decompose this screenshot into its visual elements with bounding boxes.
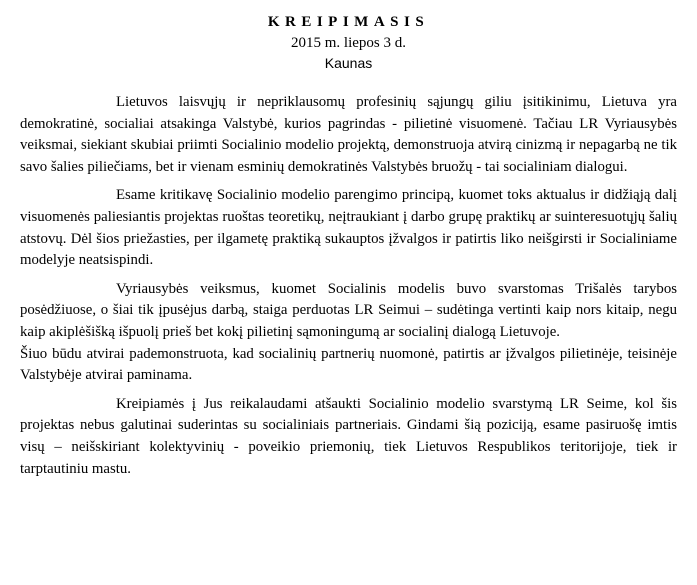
document-city: Kaunas [324, 55, 373, 71]
paragraph: Kreipiamės į Jus reikalaudami atšaukti Socialinio modelio svarstymą LR Seime, kol šis projektas nebus galutinai suderintas su socialiniais partneriais. Gindami šią poziciją, esame pasiruošę imtis visų – neišskiriant kolektyvinių - poveikio priemonių, tiek Lietuvos Respublikos teritorijoje, tiek ir tarptautiniu mastu. [20, 395, 677, 477]
document-title: KREIPIMASIS [267, 14, 430, 30]
paragraph: Šiuo būdu atvirai pademonstruota, kad socialinių partnerių nuomonė, patirtis ar įžvalgos pilietinėje, teisinėje Valstybėje atvirai paminama. [20, 345, 677, 384]
document-header [20, 12, 677, 73]
paragraph: Vyriausybės veiksmus, kuomet Socialinis modelis buvo svarstomas Trišalės tarybos posėdžiuose, o šiai tik įpusėjus darbą, staiga perduotas LR Seimui – sudėtinga vertinti kaip nors kitaip, negu kaip akiplėšišką išpuolį prieš bet kokį pilietinį sąmoningumą ar socialinį dialogą Lietuvoje. [20, 280, 677, 340]
paragraph: Lietuvos laisvųjų ir nepriklausomų profesinių sąjungų giliu įsitikinimu, Lietuva yra demokratinė, socialiai atsakinga Valstybė, kurios pagrindas - pilietinė visuomenė. Tačiau LR Vyriausybės veiksmai, siekiant skubiai priimti Socialinio modelio projektą, demonstruoja atvirą cinizmą ir nepagarbą ne tik savo šalies piliečiams, bet ir vienam esminių demokratinės Valstybės bruožų - tai socialiniam dialogui. [20, 94, 677, 175]
paragraph: Esame kritikavę Socialinio modelio parengimo principą, kuomet toks aktualus ir didžiąją dalį visuomenės paliesiantis projektas ruoštas teoretikų, neįtraukiant į darbo grupę praktikų ar suinteresuotųjų šalių atstovų. Dėl šios priežasties, per ilgametę praktiką sukauptos įžvalgos ir patirtis liko neišgirsti ir Socialiniame modelyje neatsispindi. [20, 187, 677, 269]
document-body [20, 92, 677, 480]
document-date: 2015 m. liepos 3 d. [291, 35, 406, 51]
